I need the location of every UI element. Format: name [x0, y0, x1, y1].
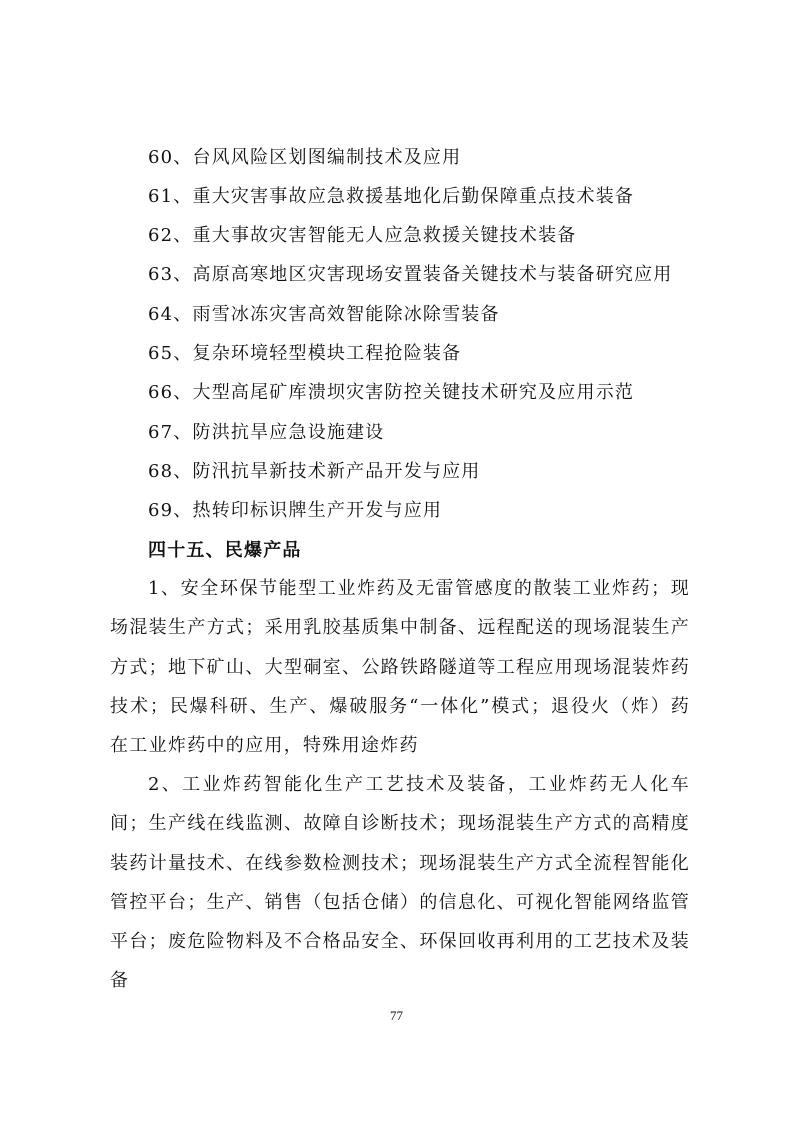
list-item-65: 65、复杂环境轻型模块工程抢险装备 — [148, 343, 462, 364]
list-item-63: 63、高原高寒地区灾害现场安置装备关键技术与装备研究应用 — [148, 264, 673, 285]
list-item-68: 68、防汛抗旱新技术新产品开发与应用 — [148, 461, 481, 482]
page-number: 77 — [390, 1008, 403, 1023]
list-item-62: 62、重大事故灾害智能无人应急救援关键技术装备 — [148, 225, 577, 246]
list-item-61: 61、重大灾害事故应急救援基地化后勤保障重点技术装备 — [148, 186, 635, 207]
list-item-60: 60、台风风险区划图编制技术及应用 — [148, 147, 462, 168]
list-item-66: 66、大型高尾矿库溃坝灾害防控关键技术研究及应用示范 — [148, 382, 635, 403]
section-heading: 四十五、民爆产品 — [148, 540, 302, 561]
list-item-64: 64、雨雪冰冻灾害高效智能除冰除雪装备 — [148, 304, 500, 325]
list-item-67: 67、防洪抗旱应急设施建设 — [148, 422, 385, 443]
paragraph-1: 1、安全环保节能型工业炸药及无雷管感度的散装工业炸药；现场混装生产方式；采用乳胶基质集中制备、远程配送的现场混装生产方式；地下矿山、大型硐室、公路铁路隧道等工程应用现场混装炸药技术；民爆科研、生产、爆破服务“一体化”模式；退役火（炸）药在工业炸药中的应用，特殊用途炸药 — [110, 578, 690, 757]
paragraph-2: 2、工业炸药智能化生产工艺技术及装备，工业炸药无人化车间；生产线在线监测、故障自诊断技术；现场混装生产方式的高精度装药计量技术、在线参数检测技术；现场混装生产方式全流程智能化管控平台；生产、销售（包括仓储）的信息化、可视化智能网络监管平台；废危险物料及不合格品安全、环保回收再利用的工艺技术及装备 — [110, 774, 690, 992]
list-item-69: 69、热转印标识牌生产开发与应用 — [148, 500, 443, 521]
